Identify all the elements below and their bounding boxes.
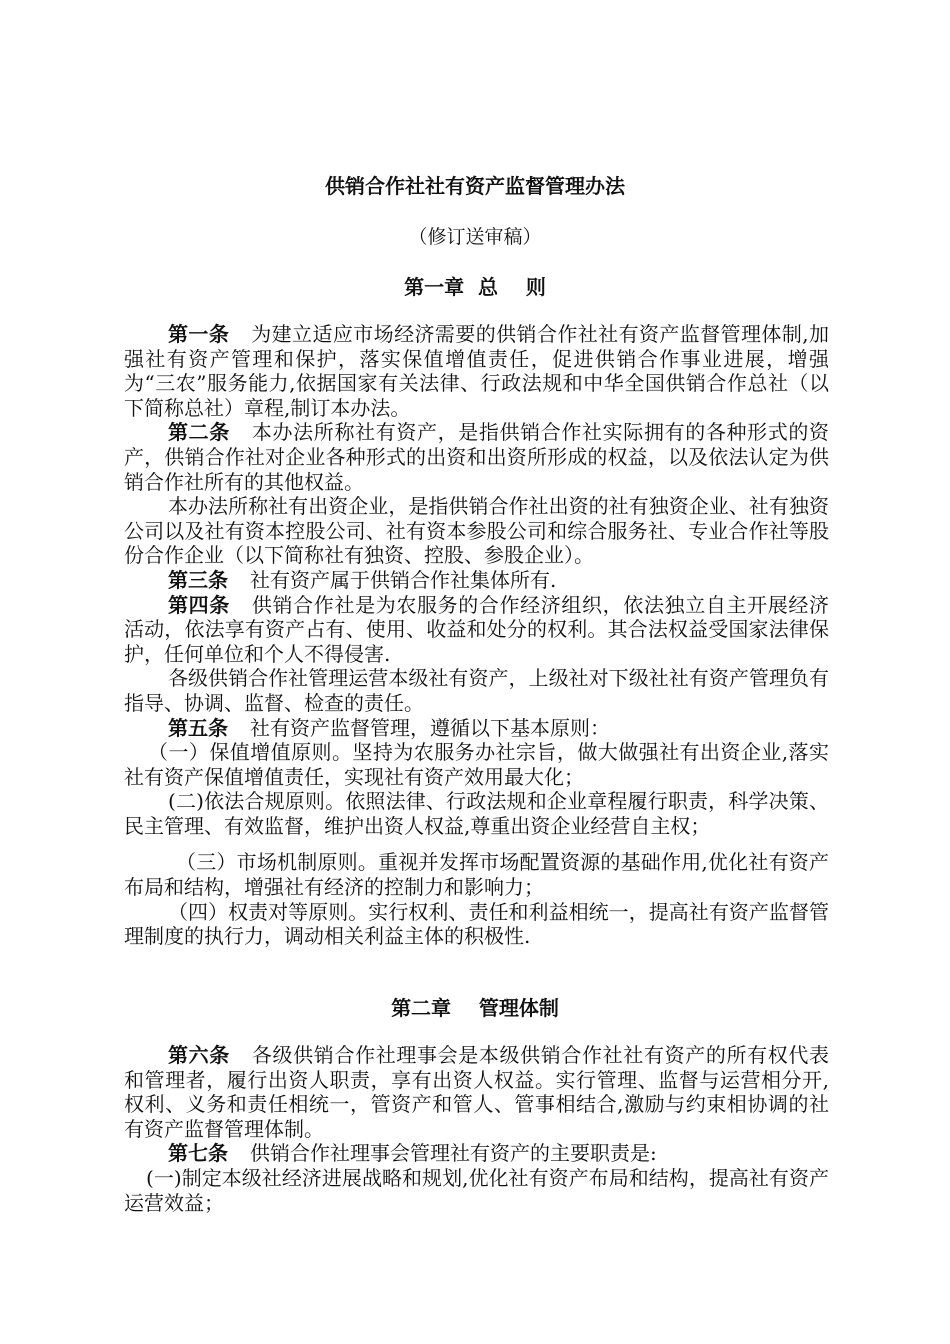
article-label: 第七条 — [168, 1141, 228, 1166]
article-label: 第一条 — [168, 322, 230, 346]
article-label: 第六条 — [168, 1043, 230, 1067]
paragraph-text: 供销合作社是为农服务的合作经济组织，依法独立自主开展经济活动，依法享有资产占有、使用、收益和处分的权利。其合法权益受国家法律保护，任何单位和个人不得侵害. — [124, 592, 830, 666]
paragraph — [124, 1043, 829, 1141]
document-title: 供销合作社社有资产监督管理办法 — [325, 174, 625, 198]
paragraph-text: 各级供销合作社管理运营本级社有资产，上级社对下级社社有资产管理负有指导、协调、监督、检查的责任。 — [124, 666, 829, 715]
paragraph-text: （一）保值增值原则。坚持为农服务办社宗旨，做大做强社有出资企业,落实社有资产保值增值责任，实现社有资产效用最大化； — [124, 740, 829, 789]
paragraph — [124, 420, 829, 494]
article-label: 第三条 — [168, 567, 228, 592]
paragraph — [124, 900, 829, 949]
paragraph-text: 各级供销合作社理事会是本级供销合作社社有资产的所有权代表和管理者，履行出资人职责，享有出资人权益。实行管理、监督与运营相分开,权利、义务和责任相统一，管资产和管人、管事相结合,激励与约束相协调的社有资产监督管理体制。 — [124, 1043, 830, 1141]
paragraph — [124, 494, 829, 568]
paragraph — [124, 740, 829, 789]
paragraph — [124, 666, 829, 715]
paragraph-text: 社有资产属于供销合作社集体所有. — [250, 567, 557, 592]
chapter-heading-1: 第一章 总 则 — [404, 275, 546, 299]
paragraph-text: (一)制定本级社经济进展战略和规划,优化社有资产布局和结构，提高社有资产运营效益； — [124, 1165, 829, 1215]
paragraph-text: （三）市场机制原则。重视并发挥市场配置资源的基础作用,优化社有资产布局和结构，增强社有经济的控制力和影响力； — [124, 850, 829, 900]
paragraph-text: 本办法所称社有出资企业，是指供销合作社出资的社有独资企业、社有独资公司以及社有资本控股公司、社有资本参股公司和综合服务社、专业合作社等股份合作企业（以下简称社有独资、控股、参股企业）。 — [124, 494, 829, 568]
paragraph — [124, 1141, 829, 1166]
paragraph — [124, 716, 829, 741]
paragraph-text: 为建立适应市场经济需要的供销合作社社有资产监督管理体制,加强社有资产管理和保护，落实保值增值责任，促进供销合作事业进展，增强为“三农”服务能力,依据国家有关法律、行政法规和中华全国供销合作总社（以下简称总社）章程,制订本办法。 — [124, 322, 830, 420]
article-label: 第四条 — [168, 592, 230, 617]
paragraph-text: 供销合作社理事会管理社有资产的主要职责是: — [250, 1141, 657, 1166]
paragraph — [124, 322, 829, 420]
document-subtitle: （修订送审稿） — [408, 226, 542, 248]
paragraph — [124, 593, 829, 667]
paragraph-text: 社有资产监督管理，遵循以下基本原则： — [250, 715, 610, 740]
chapter-heading-2: 第二章 管理体制 — [391, 996, 559, 1020]
paragraph-text: 本办法所称社有资产，是指供销合作社实际拥有的各种形式的资产，供销合作社对企业各种形式的出资和出资所形成的权益，以及依法认定为供销合作社所有的其他权益。 — [124, 420, 830, 494]
paragraph — [124, 568, 829, 593]
chapter-1-body — [124, 322, 829, 949]
paragraph — [124, 1166, 829, 1215]
paragraph — [124, 789, 829, 838]
paragraph — [124, 850, 829, 899]
paragraph-text: （四）权责对等原则。实行权利、责任和利益相统一，提高社有资产监督管理制度的执行力，调动相关利益主体的积极性. — [124, 899, 829, 949]
chapter-2-body — [124, 1043, 829, 1215]
paragraph-text: (二)依法合规原则。依照法律、行政法规和企业章程履行职责，科学决策、民主管理、有效监督，维护出资人权益,尊重出资企业经营自主权； — [124, 789, 829, 838]
article-label: 第二条 — [168, 420, 230, 445]
article-label: 第五条 — [168, 715, 228, 740]
